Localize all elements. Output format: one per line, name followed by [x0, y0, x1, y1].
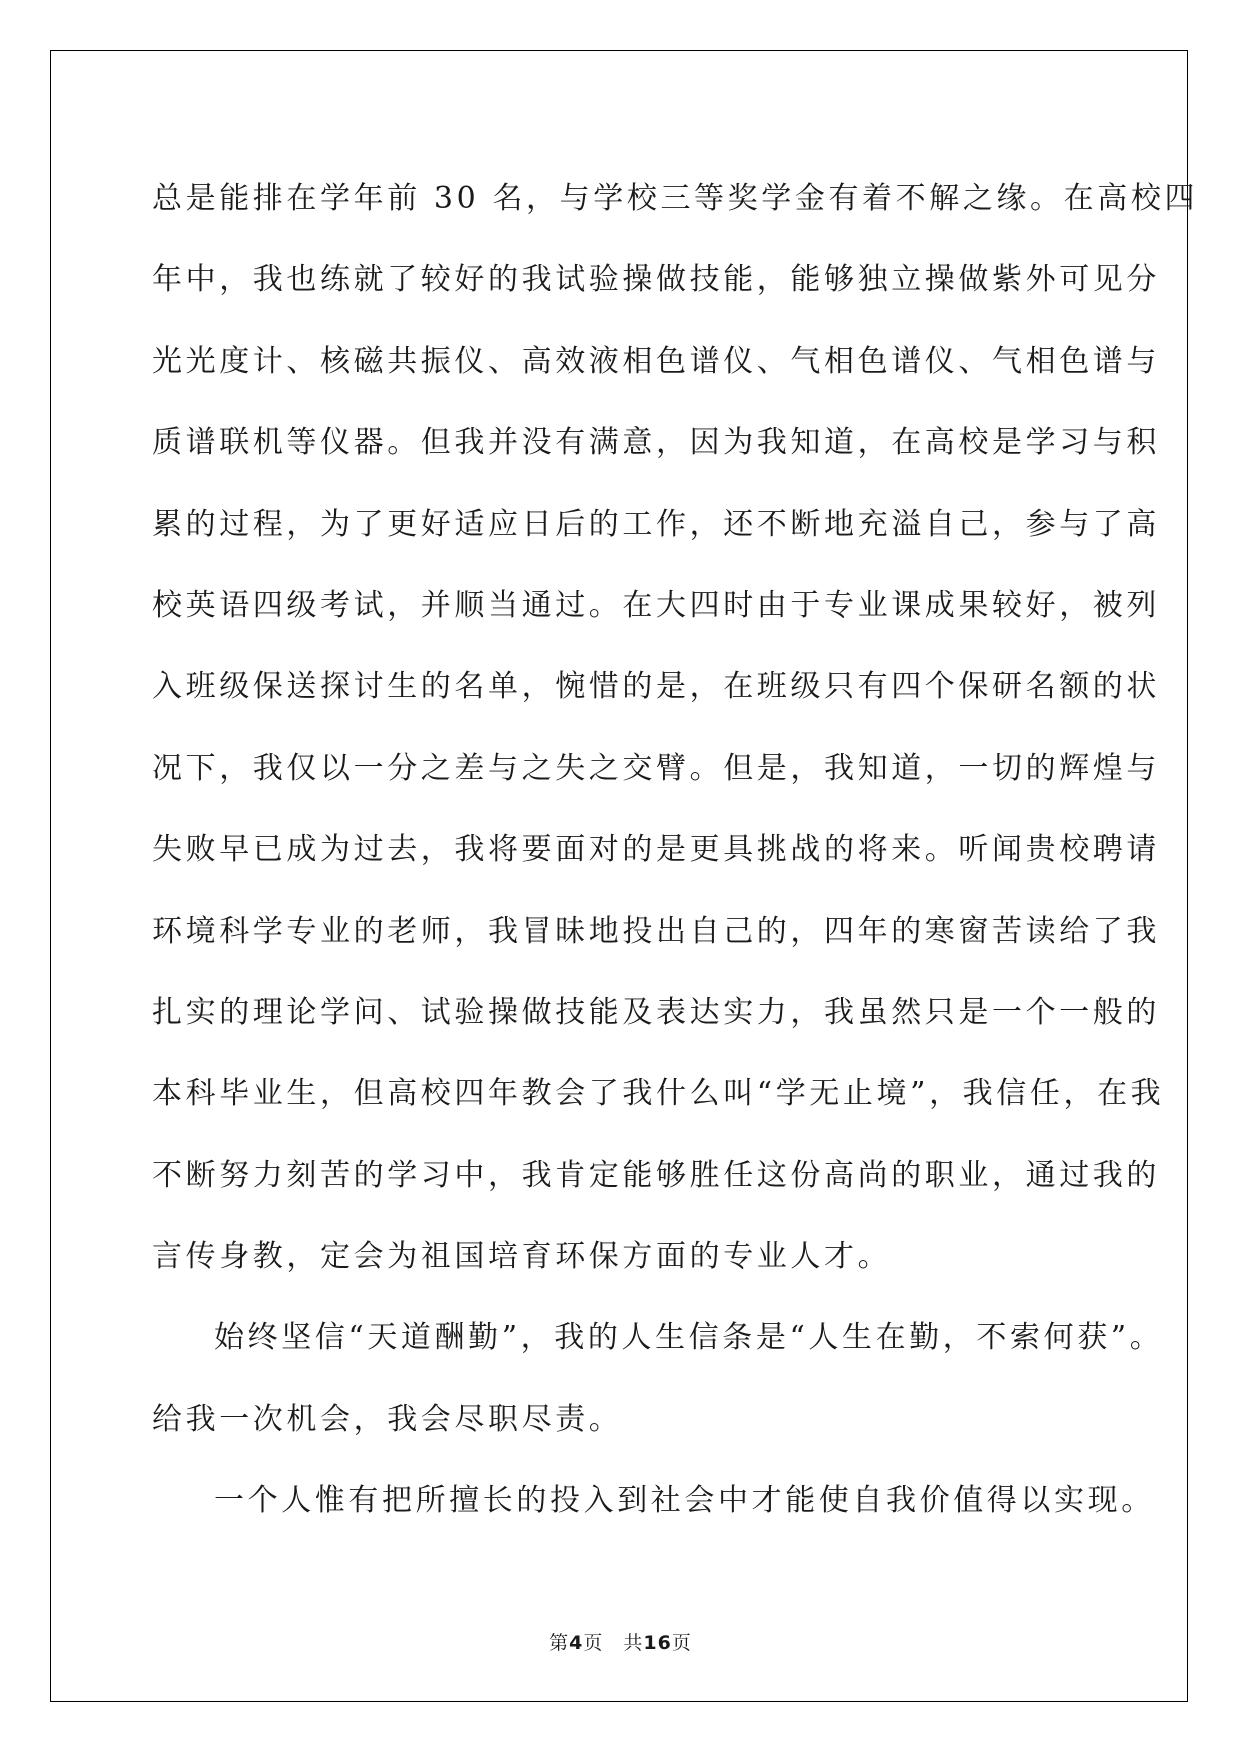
text-line: 给我一次机会，我会尽职尽责。: [152, 1401, 623, 1437]
text-line: 光光度计、核磁共振仪、高效液相色谱仪、气相色谱仪、气相色谱与: [152, 343, 1160, 379]
page-footer: [0, 1628, 1241, 1655]
text-line: 言传身教，定会为祖国培育环保方面的专业人才。: [152, 1239, 892, 1275]
text-line: 况下，我仅以一分之差与之失之交臂。但是，我知道，一切的辉煌与: [152, 750, 1160, 786]
text-line: 总是能排在学年前 30 名，与学校三等奖学金有着不解之缘。在高校四: [152, 181, 1199, 216]
document-body: [152, 158, 1199, 1542]
total-prefix: 共: [623, 1632, 644, 1654]
text-line: 校英语四级考试，并顺当通过。在大四时由于专业课成果较好，被列: [152, 587, 1160, 623]
text-line: 环境科学专业的老师，我冒昧地投出自己的，四年的寒窗苦读给了我: [152, 913, 1160, 949]
text-line: 失败早已成为过去，我将要面对的是更具挑战的将来。听闻贵校聘请: [152, 832, 1160, 868]
text-line: 扎实的理论学问、试验操做技能及表达实力，我虽然只是一个一般的: [152, 994, 1160, 1030]
text-line: 入班级保送探讨生的名单，惋惜的是，在班级只有四个保研名额的状: [152, 669, 1160, 705]
text-line: 累的过程，为了更好适应日后的工作，还不断地充溢自己，参与了高: [152, 506, 1160, 542]
page-suffix: 页: [583, 1632, 604, 1654]
page-prefix: 第: [549, 1632, 570, 1654]
total-pages: 16: [643, 1632, 672, 1654]
text-line: 质谱联机等仪器。但我并没有满意，因为我知道，在高校是学习与积: [152, 425, 1160, 461]
paragraph-start-line: 始终坚信“天道酬勤”，我的人生信条是“人生在勤，不索何获”。: [214, 1320, 1164, 1356]
paragraph-start-line: 一个人惟有把所擅长的投入到社会中才能使自我价值得以实现。: [214, 1483, 1155, 1519]
text-line: 年中，我也练就了较好的我试验操做技能，能够独立操做紫外可见分: [152, 262, 1160, 298]
page-number: 4: [569, 1632, 584, 1654]
text-line: 本科毕业生，但高校四年教会了我什么叫“学无止境”，我信任，在我: [152, 1076, 1165, 1112]
text-line: 不断努力刻苦的学习中，我肯定能够胜任这份高尚的职业，通过我的: [152, 1157, 1160, 1193]
total-suffix: 页: [671, 1632, 692, 1654]
